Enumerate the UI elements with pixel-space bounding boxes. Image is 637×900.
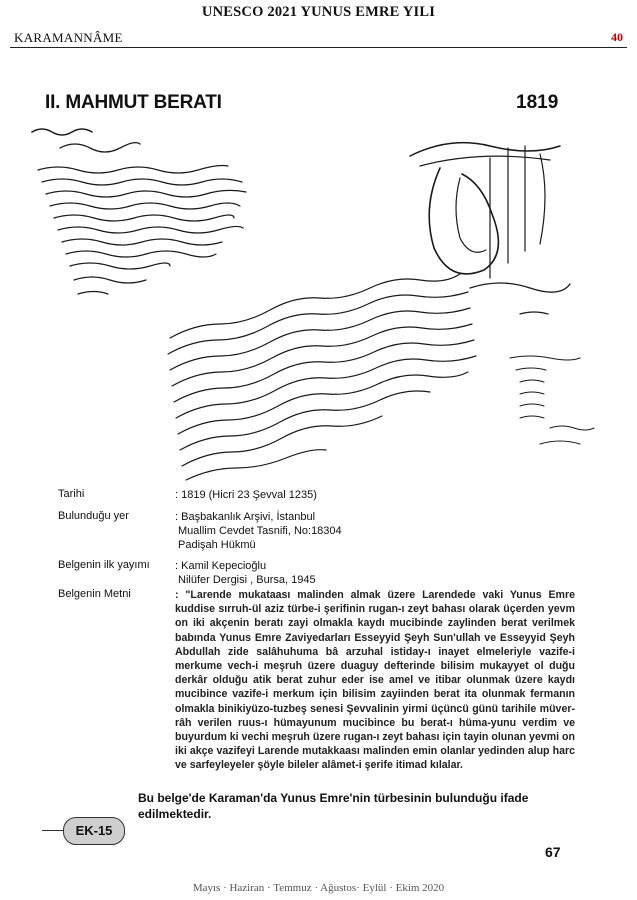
section-title: KARAMANNÂME <box>14 30 123 45</box>
tarihi-value: : 1819 (Hicri 23 Şevval 1235) <box>175 489 317 501</box>
bulundugu-yer-line1: : Başbakanlık Arşivi, İstanbul <box>175 511 316 523</box>
header-divider <box>10 47 627 48</box>
page-number: 67 <box>545 844 561 860</box>
bulundugu-yer-line2: Muallim Cevdet Tasnifi, No:18304 <box>178 525 342 537</box>
ilk-yayim-line1: : Kamil Kepecioğlu <box>175 560 267 572</box>
belgenin-metni-label: Belgenin Metni <box>58 588 131 600</box>
ilk-yayim-line2: Nilüfer Dergisi , Bursa, 1945 <box>178 574 316 586</box>
bulundugu-yer-line3: Padişah Hükmü <box>178 539 256 551</box>
footer-issue-months: Mayıs · Haziran · Temmuz · Ağustos· Eylül · Ekim 2020 <box>192 882 445 894</box>
bulundugu-yer-label: Bulunduğu yer <box>58 510 129 522</box>
belgenin-metni-text: : "Larende mukataası malinden almak üzere Larendede vaki Yunus Emre kuddise sırruh-ül aziz türbe-i şerifinin rugan-ı zeyt bahası olarak üçerden yevm on iki akçenin beratı zayi olmakla kaydı mucibinde zaylinden berat verilmek babında Yunus Emre Zaviyedarları Esseyyid Şeyh Sun'ullah ve Esseyyid Şeyh Abdullah zide salâhuhuma bâ arzuhal istiday-ı inayet elmeleriyle vazife-i merkume vech-i meşruh üzere duaguy defterinde bilisim mukayyet ol duğu derkâr olduğu atik berat zuhur eder ise amel ve itibar olunmak üzere kaydı mucibince vazife-i merkum için bilisim zayiinden berat ita olunmak fermanın olmakla binikiyüzo-tuzbeş senesi Şevvalinin yirmi üçüncü günü tarihile müver-râh verilen ruus-ı hümayunum mucibince bu berat-ı hüma-yunu verdim ve buyurdum ki vechi meşruh üzere rugan-ı zeyt bahası için tayin olunan yevmi on iki akçe vazifeyi Larende mutakkaası malinden emin olanlar yedinden alup harc ve sarfeyleyeler şöyle bileler alâmet-i şerife itimad kılalar. <box>175 589 575 772</box>
journal-header-title: UNESCO 2021 YUNUS EMRE YILI <box>201 4 436 20</box>
summary-note: Bu belge'de Karaman'da Yunus Emre'nin türbesinin bulunduğu ifade edilmektedir. <box>138 791 529 821</box>
ottoman-manuscript-image <box>20 118 610 490</box>
ilk-yayim-label: Belgenin ilk yayımı <box>58 559 150 571</box>
header-page-number: 40 <box>611 30 623 44</box>
document-title: II. MAHMUT BERATI <box>45 92 222 113</box>
document-year: 1819 <box>516 92 559 113</box>
appendix-badge: EK-15 <box>63 817 125 845</box>
tarihi-label: Tarihi <box>58 488 85 500</box>
